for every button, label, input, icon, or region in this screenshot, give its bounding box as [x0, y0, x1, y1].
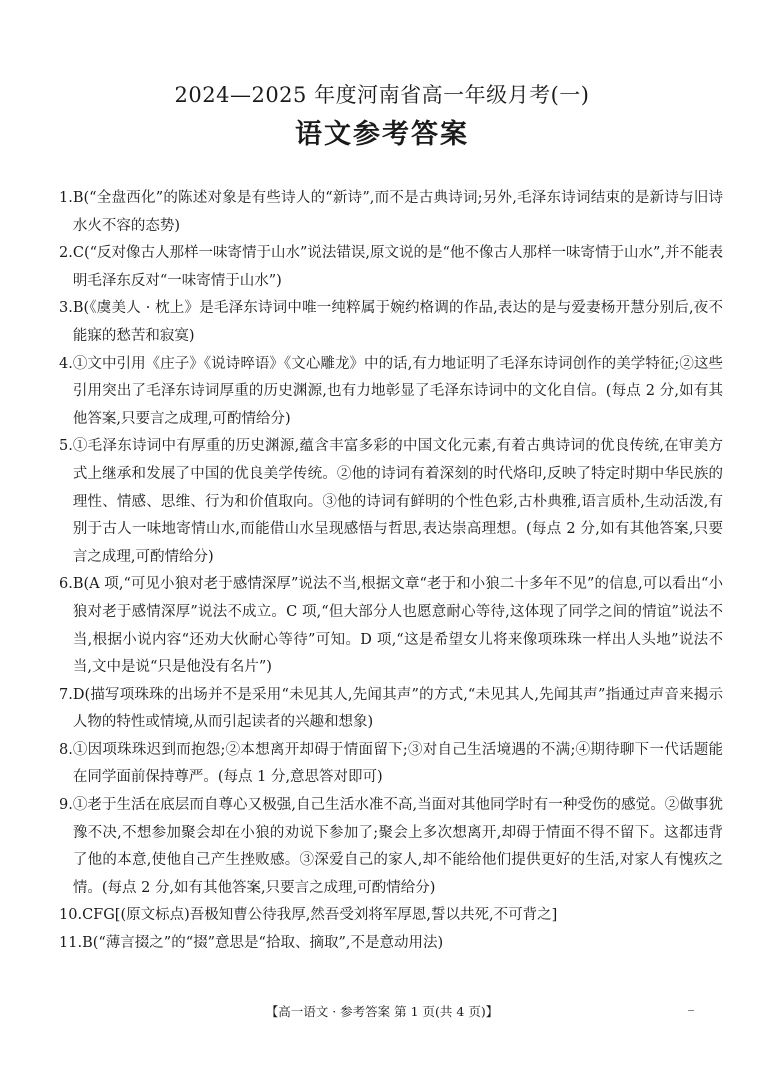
- scan-mark: [688, 1010, 694, 1011]
- answer-text: ①因项珠珠迟到而抱怨;②本想离开却碍于情面留下;③对自己生活境遇的不满;④期待聊下一代话题能在同学面前保持尊严。(每点 1 分,意思答对即可): [72, 741, 723, 786]
- answer-text: B(A 项,“可见小狼对老于感情深厚”说法不当,根据文章“老于和小狼二十多年不见”的信息,可以看出“小狼对老于感情深厚”说法不成立。C 项,“但大部分人也愿意耐心等待,这体现了同学之间的情谊”说法不当,根据小说内容“还劝大伙耐心等待”可知。D 项,“这是希望女儿将来像项珠珠一样出人头地”说法不当,文中是说“只是他没有名片”): [72, 576, 723, 676]
- answer-text: B(“全盘西化”的陈述对象是有些诗人的“新诗”,而不是古典诗词;另外,毛泽东诗词结束的是新诗与旧诗水火不容的态势): [72, 190, 723, 234]
- document-subtitle: 语文参考答案: [295, 119, 469, 150]
- answer-text: C(“反对像古人那样一味寄情于山水”说法错误,原文说的是“他不像古人那样一味寄情于山水”,并不能表明毛泽东反对“一味寄情于山水”): [72, 245, 723, 289]
- answer-number: 7.: [59, 686, 73, 703]
- answer-item-4: [59, 351, 723, 434]
- answer-number: 2.: [59, 245, 73, 262]
- answer-item-11: [59, 930, 723, 958]
- answer-number: 11.: [59, 935, 83, 952]
- answer-text: CFG[(原文标点)吾极知曹公待我厚,然吾受刘将军厚恩,誓以共死,不可背之]: [82, 907, 558, 924]
- answer-text: ①老于生活在底层而自尊心又极强,自己生活水准不高,当面对其他同学时有一种受伤的感觉。②做事犹豫不决,不想参加聚会却在小狼的劝说下参加了;聚会上多次想离开,却碍于情面不得不留下。这都违背了他的本意,使他自己产生挫败感。③深爱自己的家人,却不能给他们提供更好的生活,对家人有愧疚之情。(每点 2 分,如有其他答案,只要言之成理,可酌情给分): [72, 797, 723, 896]
- document-title: 2024—2025 年度河南省高一年级月考(一): [174, 83, 590, 107]
- answer-text: B(“薄言掇之”的“掇”意思是“拾取、摘取”,不是意动用法): [82, 935, 444, 952]
- answer-number: 3.: [59, 300, 73, 317]
- answer-text: B(《虞美人 · 枕上》是毛泽东诗词中唯一纯粹属于婉约格调的作品,表达的是与爱妻杨开慧分别后,夜不能寐的愁苦和寂寞): [72, 300, 723, 344]
- answer-item-6: [59, 571, 723, 681]
- answer-item-9: [59, 792, 723, 902]
- answer-number: 1.: [59, 190, 73, 206]
- answer-number: 10.: [59, 907, 83, 924]
- answer-item-7: [59, 682, 723, 737]
- answer-number: 9.: [59, 797, 73, 814]
- answer-item-5: [59, 433, 723, 571]
- answer-text: ①文中引用《庄子》《说诗晬语》《文心雕龙》中的话,有力地证明了毛泽东诗词创作的美学特征;②这些引用突出了毛泽东诗词厚重的历史渊源,也有力地彰显了毛泽东诗词中的文化自信。(每点 2 分,如有其他答案,只要言之成理,可酌情给分): [72, 355, 723, 427]
- answer-item-10: [59, 902, 723, 930]
- answer-list: [59, 185, 723, 958]
- page-footer: 【高一语文 · 参考答案 第 1 页(共 4 页)】: [265, 1004, 499, 1019]
- answer-number: 6.: [59, 576, 73, 593]
- answer-number: 4.: [59, 355, 73, 372]
- answer-number: 5.: [59, 438, 73, 455]
- answer-item-3: [59, 295, 723, 350]
- answer-text: ①毛泽东诗词中有厚重的历史渊源,蕴含丰富多彩的中国文化元素,有着古典诗词的优良传统,在审美方式上继承和发展了中国的优良美学传统。②他的诗词有着深刻的时代烙印,反映了特定时期中华民族的理性、情感、思维、行为和价值取向。③他的诗词有鲜明的个性色彩,古朴典雅,语言质朴,生动活泼,有别于古人一味地寄情山水,而能借山水呈现感悟与哲思,表达崇高理想。(每点 2 分,如有其他答案,只要言之成理,可酌情给分): [72, 438, 723, 565]
- answer-text: D(描写项珠珠的出场并不是采用“未见其人,先闻其声”的方式,“未见其人,先闻其声”指通过声音来揭示人物的特性或情境,从而引起读者的兴趣和想象): [72, 686, 723, 731]
- answer-number: 8.: [59, 741, 73, 758]
- answer-item-1: [59, 185, 723, 240]
- answer-item-2: [59, 240, 723, 295]
- answer-item-8: [59, 737, 723, 792]
